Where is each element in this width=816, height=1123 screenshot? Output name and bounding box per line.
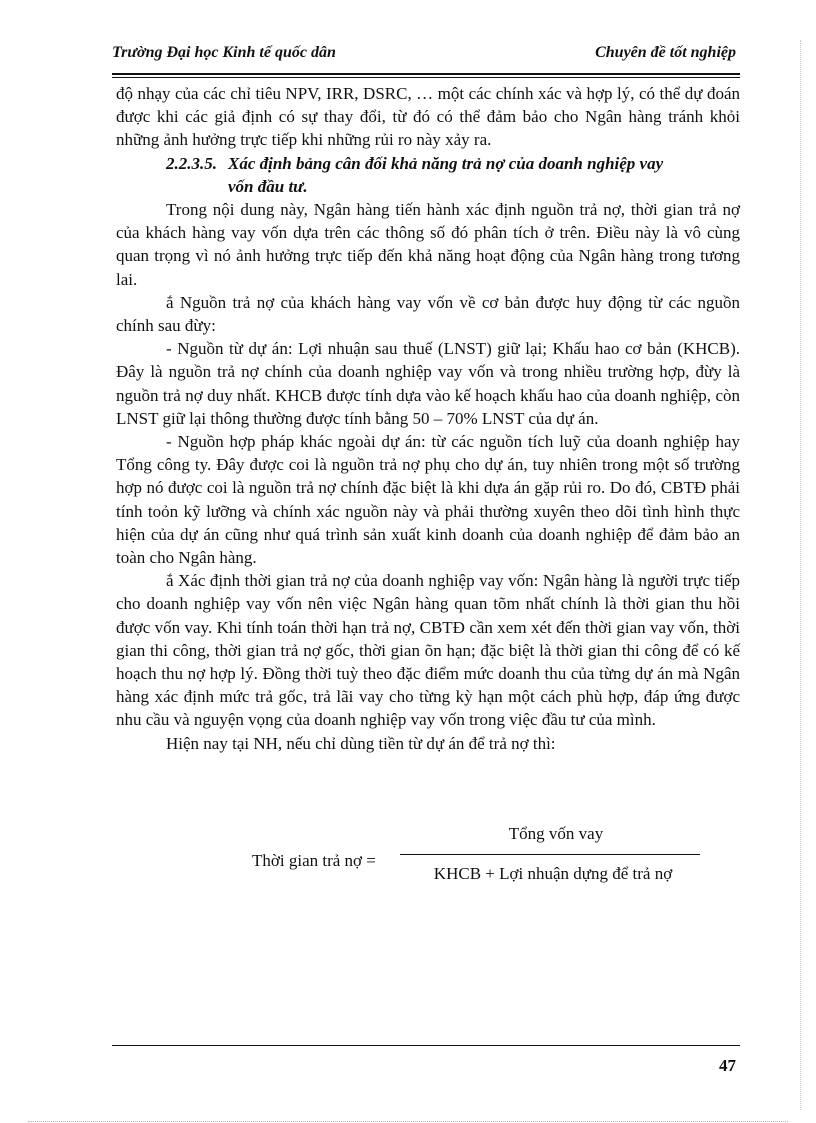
paragraph-project-source: - Nguồn từ dự án: Lợi nhuận sau thuế (LNST) giữ lại; Khấu hao cơ bản (KHCB). Đây là nguồn trả nợ chính của doanh nghiệp vay vốn và trong nhiều trường hợp, đừy là nguồn trả nợ duy nhất. KHCB được tính dựa vào kế hoạch khấu hao của doanh nghiệp, còn LNST giữ lại thông thường được tính bằng 50 – 70% LNST của dự án. xyxy=(116,339,740,428)
paragraph-formula-intro: Hiện nay tại NH, nếu chỉ dùng tiền từ dự án để trả nợ thì: xyxy=(166,733,556,753)
page-header xyxy=(112,44,740,74)
formula-lhs: Thời gian trả nợ = xyxy=(252,851,376,870)
fraction-bar xyxy=(400,854,700,855)
section-title: Xác định bảng cân đối khả năng trả nợ của doanh nghiệp vay xyxy=(228,153,664,173)
page-number: 47 xyxy=(719,1056,736,1075)
repayment-time-formula xyxy=(252,824,712,894)
paragraph-repayment-time: ắ Xác định thời gian trả nợ của doanh nghiệp vay vốn: Ngân hàng là người trực tiếp cho doanh nghiệp vay vốn nên việc Ngân hàng quan tõm nhất chính là thời gian thu hồi được vốn vay. Khi tính toán thời hạn trả nợ, CBTĐ cần xem xét đến thời gian vay vốn, thời gian thi công, thời gian trả nợ gốc, thời gian õn hạn; đặc biệt là thời gian thi công để có kế hoạch thu nợ hợp lý. Đồng thời tuỳ theo đặc điểm mức doanh thu của từng dự án mà Ngân hàng xác định mức trả gốc, trả lãi vay cho từng kỳ hạn một cách phù hợp, đáp ứng được nhu cầu và nguyện vọng của doanh nghiệp vay vốn trong việc đầu tư của mình. xyxy=(116,571,740,730)
section-title-continued: vốn đầu tư. xyxy=(228,176,308,196)
paragraph-repayment-sources: ắ Nguồn trả nợ của khách hàng vay vốn về cơ bản được huy động từ các nguồn chính sau đừy: xyxy=(116,292,740,336)
section-heading xyxy=(116,152,740,175)
paragraph-sensitivity: độ nhạy của các chỉ tiêu NPV, IRR, DSRC, … một các chính xác và hợp lý, có thể dự đoán được khi các giả định có sự thay đổi, từ đó có thể đảm bảo cho Ngân hàng tránh khỏi những ảnh hưởng trực tiếp khi những rủi ro này xảy ra. xyxy=(116,84,740,150)
paragraph-intro: Trong nội dung này, Ngân hàng tiến hành xác định nguồn trả nợ, thời gian trả nợ của khách hàng vay vốn dựa trên các thông số đó phân tích ở trên. Điều này là vô cùng quan trọng vì nó ảnh hưởng trực tiếp đến khả năng hoạt động của Ngân hàng trong tương lai. xyxy=(116,200,740,289)
section-heading-continued xyxy=(116,175,740,198)
header-divider-thick xyxy=(112,73,740,75)
section-number: 2.2.3.5. xyxy=(166,153,217,173)
footer-divider xyxy=(112,1045,740,1046)
formula-numerator: Tổng vốn vay xyxy=(508,824,604,843)
page-bottom-edge xyxy=(28,1121,788,1122)
page-right-edge xyxy=(800,40,801,1110)
header-university: Trường Đại học Kinh tế quốc dân xyxy=(112,44,336,61)
paragraph-other-sources: - Nguồn hợp pháp khác ngoài dự án: từ các nguồn tích luỹ của doanh nghiệp hay Tổng công ty. Đây được coi là nguồn trả nợ phụ cho dự án, tuy nhiên trong một số trường hợp nó được coi là nguồn trả nợ chính đặc biệt là khi dựa án gặp rủi ro. Do đó, CBTĐ phải tính toỏn kỹ lưỡng và chính xác nguồn này và phải thường xuyên theo dõi tình hình thực hiện của dự án cũng như quá trình sản xuất kinh doanh của doanh nghiệp để đảm bảo an toàn cho Ngân hàng. xyxy=(116,432,740,568)
header-divider-thin xyxy=(112,77,740,78)
formula-denominator: KHCB + Lợi nhuận dựng để trả nợ xyxy=(433,864,673,883)
body-text xyxy=(116,82,740,755)
header-document-type: Chuyên đề tốt nghiệp xyxy=(595,44,736,61)
